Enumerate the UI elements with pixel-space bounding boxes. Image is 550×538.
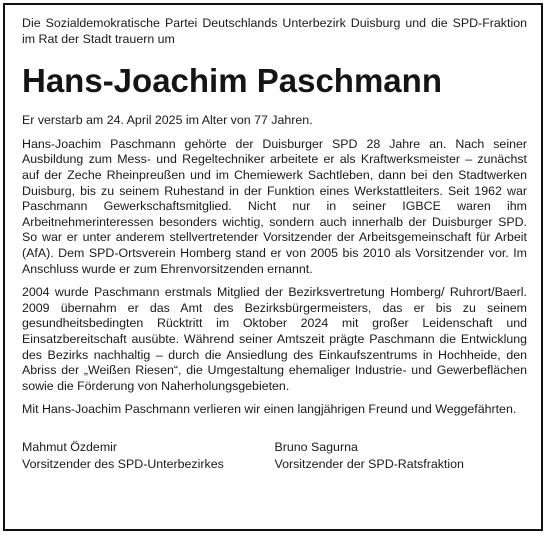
signatory-name: Mahmut Özdemir — [22, 439, 118, 454]
signature-block — [22, 439, 275, 473]
signatory-title: Vorsitzender der SPD-Ratsfraktion — [274, 456, 464, 471]
deceased-name: Hans-Joachim Paschmann — [22, 62, 442, 100]
obituary-notice — [22, 16, 527, 473]
signatory-name: Bruno Sagurna — [274, 439, 358, 454]
biography-paragraph: Hans-Joachim Paschmann gehörte der Duisburger SPD 28 Jahre an. Nach seiner Ausbildung zum Mess- und Regeltechniker arbeitete er als Kraftwerksmeister – zunächst auf der Zeche Rheinpreußen und im Chemiewerk Sachtleben, dann bei den Stadtwerken Duisburg, bis zu seinem Ruhestand in der Funktion eines Werkstattleiters. Seit 1962 war Paschmann Gewerkschaftsmitglied. Nicht nur in seiner IGBCE waren ihm Arbeitnehmerinteressen besonders wichtig, sondern auch innerhalb der Duisburger SPD. So war er unter anderem stellvertretender Vorsitzender der Arbeitsgemeinschaft für Arbeit (AfA). Dem SPD-Ortsverein Homberg stand er von 2005 bis 2010 als Vorsitzender vor. Im Anschluss wurde er zum Ehrenvorsitzenden ernannt. — [22, 136, 527, 276]
signatures — [22, 439, 527, 473]
closing-paragraph: Mit Hans-Joachim Paschmann verlieren wir einen langjährigen Freund und Weggefährten. — [22, 402, 517, 417]
signatory-title: Vorsitzender des SPD-Unterbezirkes — [22, 456, 224, 471]
intro-text: Die Sozialdemokratische Partei Deutschlands Unterbezirk Duisburg und die SPD-Fraktion im Rat der Stadt trauern um — [22, 16, 527, 46]
biography-paragraph: 2004 wurde Paschmann erstmals Mitglied der Bezirksvertretung Homberg/ Ruhrort/Baerl. 2009 übernahm er das Amt des Bezirksbürgermeisters, das er bis zu seinem gesundheitsbedingten Rücktritt im Oktober 2024 mit großer Leidenschaft und Einsatzbereitschaft ausübte. Während seiner Amtszeit prägte Paschmann die Entwicklung des Bezirks nachhaltig – durch die Ansiedlung des Einkaufszentrums in Hochheide, den Abriss der „Weißen Riesen“, die Umgestaltung ehemaliger Industrie- und Gewerbeflächen sowie die Förderung von Naherholungsgebieten. — [22, 285, 527, 393]
signature-block — [275, 439, 528, 473]
death-notice: Er verstarb am 24. April 2025 im Alter von 77 Jahren. — [22, 113, 313, 128]
